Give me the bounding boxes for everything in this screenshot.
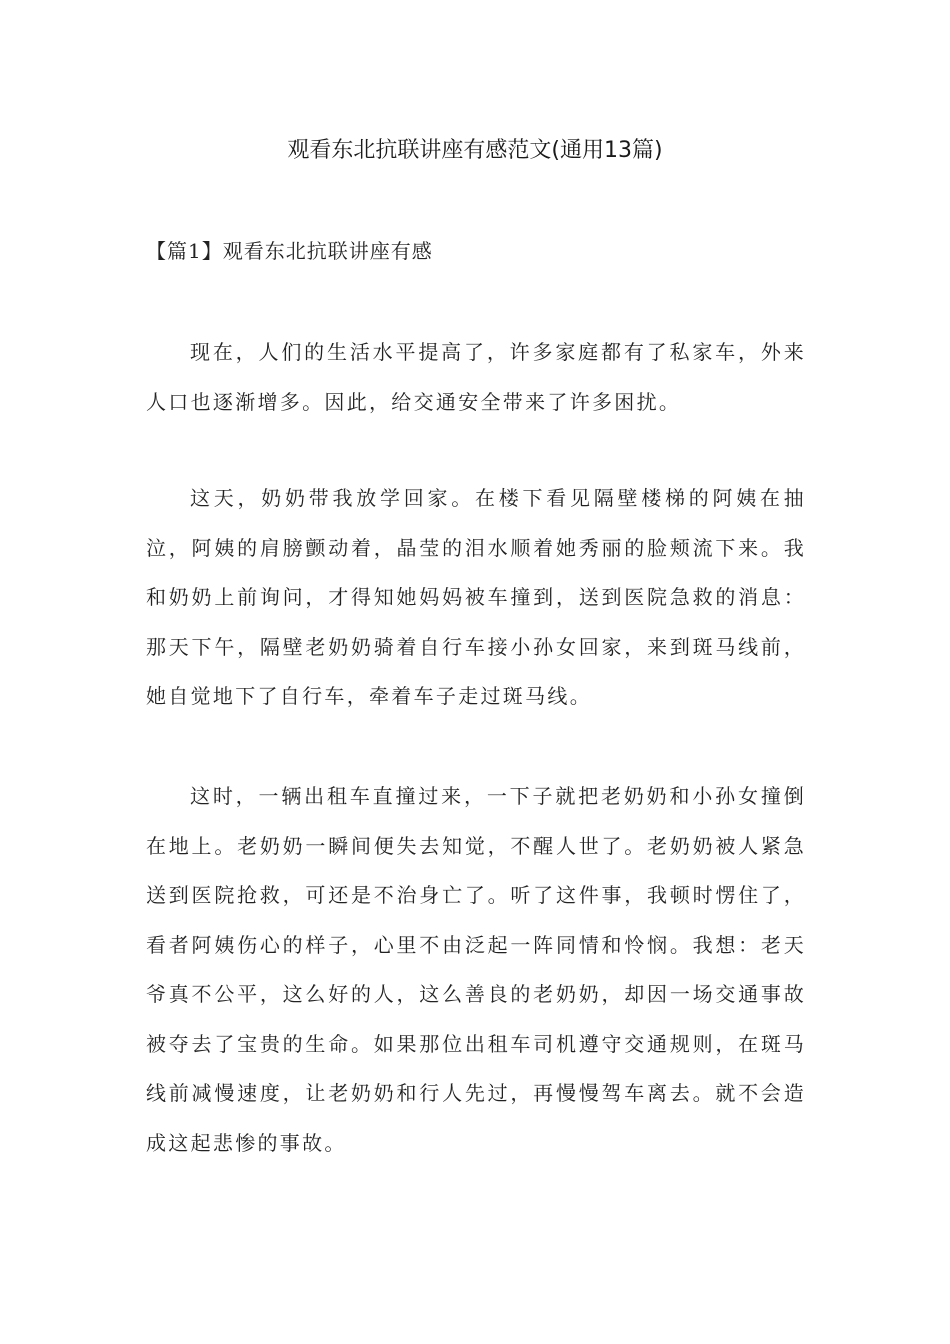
paragraph-2: 这天，奶奶带我放学回家。在楼下看见隔壁楼梯的阿姨在抽泣，阿姨的肩膀颤动着，晶莹的泪水顺着她秀丽的脸颊流下来。我和奶奶上前询问，才得知她妈妈被车撞到，送到医院急救的消息：那天下午，隔壁老奶奶骑着自行车接小孙女回家，来到斑马线前，她自觉地下了自行车，牵着车子走过斑马线。 (146, 486, 806, 708)
section-heading: 【篇1】观看东北抗联讲座有感 (146, 239, 433, 263)
document-title: 观看东北抗联讲座有感范文(通用13篇) (287, 138, 663, 163)
paragraph-1: 现在，人们的生活水平提高了，许多家庭都有了私家车，外来人口也逐渐增多。因此，给交通安全带来了许多困扰。 (146, 340, 806, 414)
paragraph-3: 这时，一辆出租车直撞过来，一下子就把老奶奶和小孙女撞倒在地上。老奶奶一瞬间便失去知觉，不醒人世了。老奶奶被人紧急送到医院抢救，可还是不治身亡了。听了这件事，我顿时愣住了，看者阿姨伤心的样子，心里不由泛起一阵同情和怜悯。我想：老天爷真不公平，这么好的人，这么善良的老奶奶，却因一场交通事故被夺去了宝贵的生命。如果那位出租车司机遵守交通规则，在斑马线前减慢速度，让老奶奶和行人先过，再慢慢驾车离去。就不会造成这起悲惨的事故。 (146, 784, 806, 1155)
